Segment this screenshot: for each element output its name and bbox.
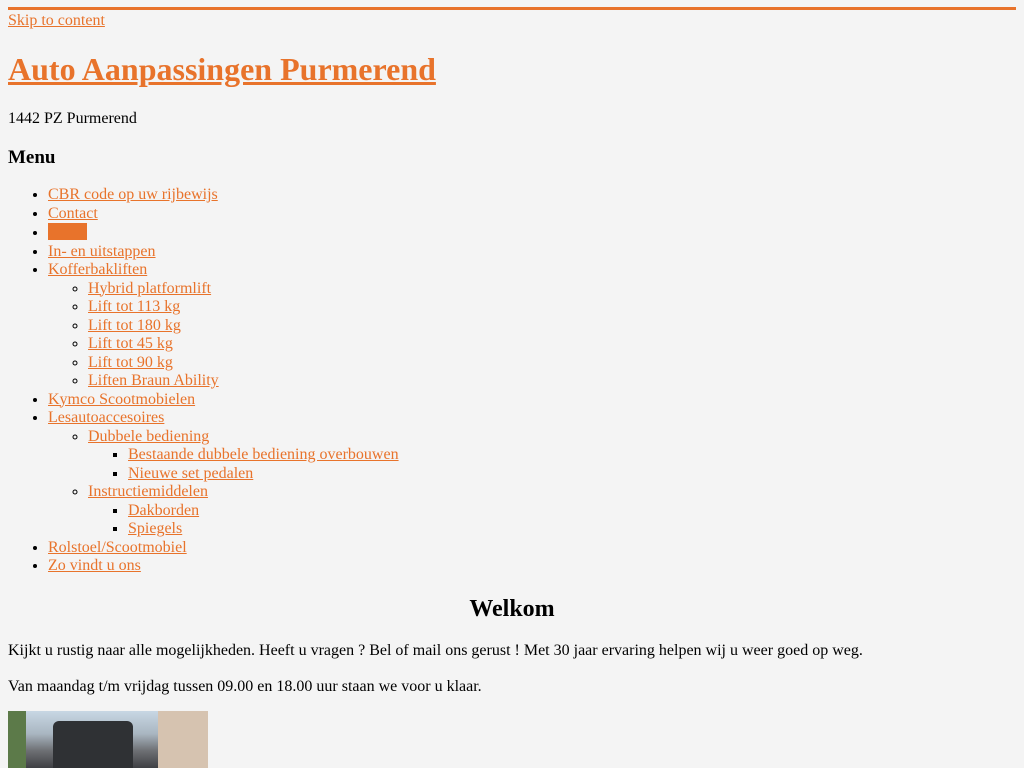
menu-item-dubbele-bediening xyxy=(88,428,399,484)
menu-link-hybrid-platformlift[interactable]: Hybrid platformlift xyxy=(88,279,212,297)
menu-link-spiegels[interactable]: Spiegels xyxy=(128,520,183,537)
menu-item-instructiemiddelen xyxy=(88,483,399,539)
menu-item-overbouwen xyxy=(128,446,399,465)
menu-link-kofferbakliften[interactable]: Kofferbakliften xyxy=(48,261,148,278)
menu-link-lift-45[interactable]: Lift tot 45 kg xyxy=(88,335,173,352)
submenu-instructiemiddelen xyxy=(88,502,399,539)
menu-link-dakborden[interactable]: Dakborden xyxy=(128,501,200,519)
menu-item-nieuwe-pedalen xyxy=(128,465,399,484)
menu-link-lift-180[interactable]: Lift tot 180 kg xyxy=(88,316,181,334)
car-lift-photo xyxy=(8,711,208,768)
menu-item-cbr xyxy=(48,186,399,205)
menu-item-hybrid-platformlift xyxy=(88,280,399,299)
menu-item-lift-45 xyxy=(88,335,399,354)
menu-item-rolstoel xyxy=(48,539,399,558)
menu-item-in-uitstappen xyxy=(48,243,399,262)
menu-item-highlighted xyxy=(48,223,399,243)
photo-detail-left xyxy=(8,711,26,768)
menu-link-lift-90[interactable]: Lift tot 90 kg xyxy=(88,353,173,371)
menu-item-lesautoaccesoires xyxy=(48,409,399,539)
menu-item-lift-113 xyxy=(88,298,399,317)
top-accent-bar xyxy=(8,7,1016,10)
photo-detail-right xyxy=(158,711,208,768)
menu-item-lift-180 xyxy=(88,317,399,336)
site-address: 1442 PZ Purmerend xyxy=(8,110,137,127)
menu-item-lift-90 xyxy=(88,354,399,373)
menu-link-lift-113[interactable]: Lift tot 113 kg xyxy=(88,298,181,315)
menu-item-zo-vindt-u-ons xyxy=(48,557,399,576)
menu-link-cbr[interactable]: CBR code op uw rijbewijs xyxy=(48,186,218,203)
opening-hours-paragraph: Van maandag t/m vrijdag tussen 09.00 en 18.00 uur staan we voor u klaar. xyxy=(8,678,482,695)
menu-item-braun-ability xyxy=(88,372,399,391)
menu-link-highlighted[interactable] xyxy=(48,223,87,240)
site-title xyxy=(8,50,436,88)
menu-link-lesautoaccesoires[interactable]: Lesautoaccesoires xyxy=(48,409,165,426)
menu-item-kofferbakliften xyxy=(48,261,399,391)
menu-link-kymco[interactable]: Kymco Scootmobielen xyxy=(48,390,196,408)
menu-link-in-uitstappen[interactable]: In- en uitstappen xyxy=(48,242,156,260)
welcome-heading: Welkom xyxy=(469,596,555,622)
menu-link-contact[interactable]: Contact xyxy=(48,204,98,222)
menu-heading: Menu xyxy=(8,147,56,168)
submenu-dubbele-bediening xyxy=(88,446,399,483)
menu-item-contact xyxy=(48,205,399,224)
menu-item-spiegels xyxy=(128,520,399,539)
intro-paragraph: Kijkt u rustig naar alle mogelijkheden. Heeft u vragen ? Bel of mail ons gerust ! Met 30 jaar ervaring helpen wij u weer goed op weg. xyxy=(8,642,863,659)
skip-to-content-link[interactable]: Skip to content xyxy=(8,12,105,29)
photo-detail-car-trunk xyxy=(53,721,133,768)
menu-link-dubbele-bediening[interactable]: Dubbele bediening xyxy=(88,427,210,445)
menu-link-nieuwe-pedalen[interactable]: Nieuwe set pedalen xyxy=(128,464,254,482)
submenu-lesautoaccesoires xyxy=(48,428,399,539)
site-title-link[interactable]: Auto Aanpassingen Purmerend xyxy=(8,51,436,87)
menu-link-instructiemiddelen[interactable]: Instructiemiddelen xyxy=(88,483,208,500)
menu-item-dakborden xyxy=(128,502,399,521)
menu-link-zo-vindt-u-ons[interactable]: Zo vindt u ons xyxy=(48,557,141,574)
submenu-kofferbakliften xyxy=(48,280,399,391)
menu-item-kymco xyxy=(48,391,399,410)
menu-link-overbouwen[interactable]: Bestaande dubbele bediening overbouwen xyxy=(128,446,399,463)
menu-link-rolstoel[interactable]: Rolstoel/Scootmobiel xyxy=(48,538,187,556)
menu-link-braun-ability[interactable]: Liften Braun Ability xyxy=(88,372,219,389)
main-menu xyxy=(8,186,399,576)
